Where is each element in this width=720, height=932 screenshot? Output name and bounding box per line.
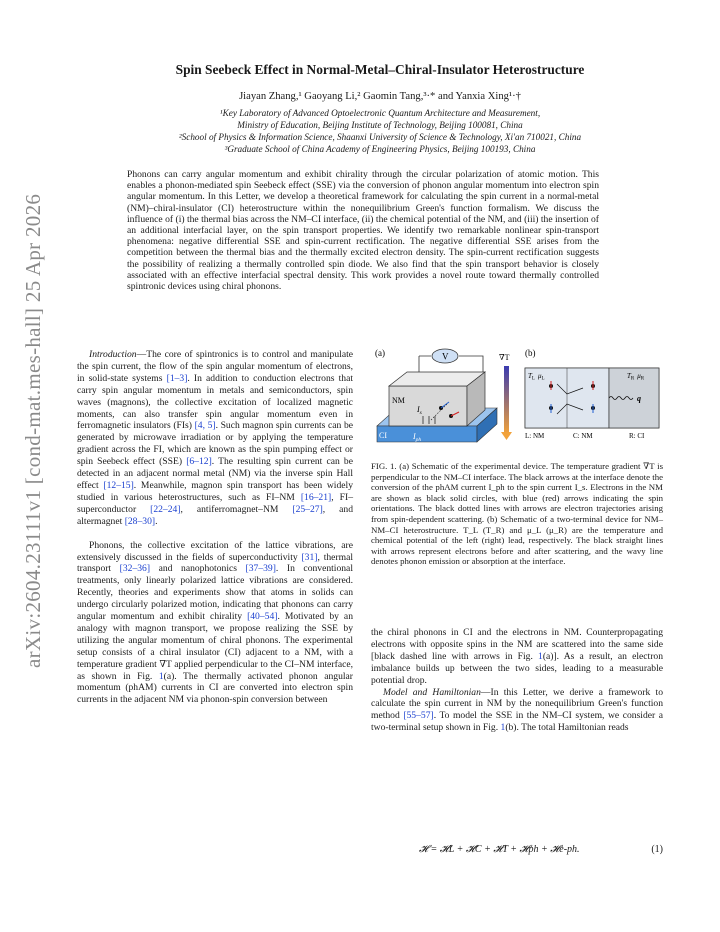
intro-paragraph (77, 349, 353, 528)
right-temperature: $T_R$ $\mu_R$ (627, 372, 645, 382)
author-list: Jiayan Zhang,¹ Gaoyang Li,² Gaomin Tang,³·* and Yanxia Xing¹·† (239, 91, 521, 102)
figure-link[interactable]: 1 (500, 722, 506, 734)
ci-layer-front (377, 426, 477, 442)
text-run: . (155, 515, 158, 527)
panel-b-label: (b) (525, 348, 536, 358)
left-temperature: $T_L$ $\mu_L$ (528, 372, 545, 382)
text-run: , thermal transport (77, 551, 353, 575)
citation-link[interactable]: [25–27] (292, 503, 323, 515)
text-run: Phonons, the collective excitation of the lattice vibrations, are extensively discussed in the fields of superconductivity (77, 539, 353, 563)
phonon-momentum-label: q (637, 394, 641, 403)
text-run: (a). The thermally activated phonon angular momentum (phAM) currents in CI are converted into electron spin currents in the adjacent NM via phonon-spin conversion between (77, 670, 353, 706)
citation-link[interactable]: [4, 5] (194, 420, 216, 432)
text-run: and nanophotonics (150, 563, 246, 575)
equation-number: (1) (651, 844, 663, 855)
voltmeter-label: V (442, 351, 449, 362)
paper-title: Spin Seebeck Effect in Normal-Metal–Chiral-Insulator Heterostructure (175, 62, 585, 77)
text-run: , FI–superconductor (77, 491, 353, 515)
citation-link[interactable]: [12–15] (103, 479, 134, 491)
text-run: . Such magnon spin currents can be generated by microwave irradiation or by applying the temperature gradient across the FI, which are known as the spin pumping effect or spin Seebeck effect (SSE) (77, 420, 353, 468)
text-run: . The resulting spin current can be detected in an adjacent normal metal (NM) via the inverse spin Hall effect (77, 456, 353, 491)
figure-link[interactable]: 1 (158, 670, 164, 682)
right-column (371, 627, 663, 734)
text-run: (a)]. As a result, an electron imbalance builds up between the two sides, leading to a measurable potential drop. (371, 650, 663, 686)
affiliation-1b: Ministry of Education, Beijing Institute of Technology, Beijing 100081, China (237, 120, 523, 130)
citation-link[interactable]: [16–21] (300, 491, 332, 503)
figure-1-caption: FIG. 1. (a) Schematic of the experimental device. The temperature gradient ∇T is perpendicular to the NM–CI interface. The black arrows at the interface denote the conversion of the phAM current I_ph to the spin current I_s. Electrons in the NM are shown as black solid circles, with blue (red) arrows indicating the spin orientations. The black dotted lines with arrows are electron trajectories arising from spin-dependent scattering. (b) Schematic of a two-terminal device for NM–NM–CI heterostructure. T_L (T_R) and μ_L (μ_R) are the temperature and chemical potential of the left (right) lead, respectively. The black straight lines with arrows represent electrons before and after scattering, and the wavy line denotes phonon emission or absorption at the interface. (371, 461, 663, 567)
region-r-label: R: CI (629, 432, 645, 440)
citation-link[interactable]: [32–36] (119, 563, 151, 575)
phonon-current-label: $I_{ph}$ (413, 432, 422, 443)
text-run: (b). The total Hamiltonian reads (505, 722, 629, 734)
region-c-label: C: NM (573, 432, 593, 440)
text-run: . In addition to conduction electrons that carry spin angular momentum in metals and semiconductors, spin waves (magnons), the collective excitation of localized magnetic moments, can also transfer spin angular momentum even in ferromagnetic insulators (FIs) (77, 372, 354, 432)
text-run: —The core of spintronics is to control and manipulate the spin current, the flow of the spin angular momentum of electrons, in solid-state systems (77, 349, 353, 384)
temperature-gradient-bar (504, 366, 509, 434)
text-run: , and altermagnet (77, 503, 353, 527)
citation-link[interactable]: [31] (301, 551, 318, 563)
panel-a-label: (a) (375, 348, 385, 358)
citation-link[interactable]: [55–57] (403, 710, 434, 722)
text-run: . In conventional treatments, only linearly polarized lattice vibrations are considered. Recently, theories and experiments show that atoms in solids can undergo circularly polarized motion, indicating that phonons can carry angular momentum and exhibit chirality (77, 563, 353, 623)
gradient-label: ∇T (499, 353, 510, 362)
figure-1 (371, 346, 663, 446)
citation-link[interactable]: [40–54] (247, 611, 278, 623)
hamiltonian-equation: 𝓗 = 𝓗L + 𝓗C + 𝓗T + 𝓗ph + 𝓗e-ph. (419, 844, 580, 855)
text-run: . To model the SSE in the NM–CI system, we consider a two-terminal setup shown in Fig. (371, 710, 663, 734)
right-paragraph-1 (371, 627, 663, 687)
affiliation-3: ³Graduate School of China Academy of Engineering Physics, Beijing 100193, China (224, 144, 536, 154)
citation-link[interactable]: [1–3] (166, 372, 188, 384)
citation-link[interactable]: [22–24] (150, 503, 181, 515)
citation-link[interactable]: [28–30] (124, 515, 156, 527)
abstract: Phonons can carry angular momentum and exhibit chirality through the circular polarization of atomic motion. This enables a phonon-mediated spin Seebeck effect (SSE) via the conversion of phonon angular momentum into electron spin angular momentum. In this Letter, we develop a theoretical framework for calculating the spin current in a normal-metal (NM)–chiral-insulator (CI) heterostructure within the nonequilibrium Green's function formalism. We discuss the influence of (i) the thermal bias across the NM–CI interface, (ii) the chemical potential of the NM, and (iii) the insertion of an additional interfacial layer, on the spin transport properties. We identify two remarkable nonlinear spin-transport phenomena: negative differential SSE and spin-current rectification. The negative differential SSE arises from the competition between the thermal bias and the thermally excited electron density. The spin-current rectification suggests the possibility of realizing a thermally controlled spin diode. We also find that the spin transport behavior is closely associated with an effective interfacial spectral density. This work provides a novel route toward thermally controlled spintronic devices using chiral phonons. (127, 169, 599, 293)
text-run: . Motivated by an analogy with magnon transport, we propose realizing the SSE by utilizing the angular momentum of chiral phonons. The experimental setup consists of a chiral insulator (CI) adjacent to a NM, with a temperature gradient ∇T applied perpendicular to the CI–NM interface, as shown in Fig. (77, 611, 353, 682)
text-run: . Meanwhile, magnon spin transport has been widely studied in various heterostructures, such as FI–NM (77, 479, 353, 503)
affiliation-2: ²School of Physics & Information Science, Shaanxi University of Science & Technology, Xi'an 710021, China (178, 132, 582, 142)
text-run: the chiral phonons in CI and the electrons in NM. Counterpropagating electrons with opposite spins in the NM are scattered into the same side [black dashed line with arrows in Fig. (371, 627, 663, 662)
model-paragraph (371, 687, 663, 735)
model-lead: Model and Hamiltonian (383, 686, 481, 698)
figure-link[interactable]: 1 (538, 650, 543, 662)
nm-block-front (389, 386, 467, 426)
ci-label: CI (379, 431, 387, 440)
citation-link[interactable]: [6–12] (186, 456, 212, 468)
nm-label: NM (392, 396, 405, 405)
citation-link[interactable]: [37–39] (245, 563, 276, 575)
region-l-label: L: NM (525, 432, 545, 440)
phonon-paragraph (77, 540, 353, 707)
affiliation-1a: ¹Key Laboratory of Advanced Optoelectronic Quantum Architecture and Measurement, (219, 108, 541, 118)
left-column (77, 349, 353, 706)
arxiv-identifier: arXiv:2604.23111v1 [cond-mat.mes-hall] 25 Apr 2026 (21, 193, 45, 668)
text-run: , antiferromagnet–NM (180, 503, 293, 515)
text-run: —In this Letter, we derive a framework to calculate the spin current in NM by the nonequilibrium Green's function method (371, 686, 663, 722)
spin-current-label: $I_s$ (417, 405, 422, 416)
intro-lead: Introduction (89, 349, 137, 360)
